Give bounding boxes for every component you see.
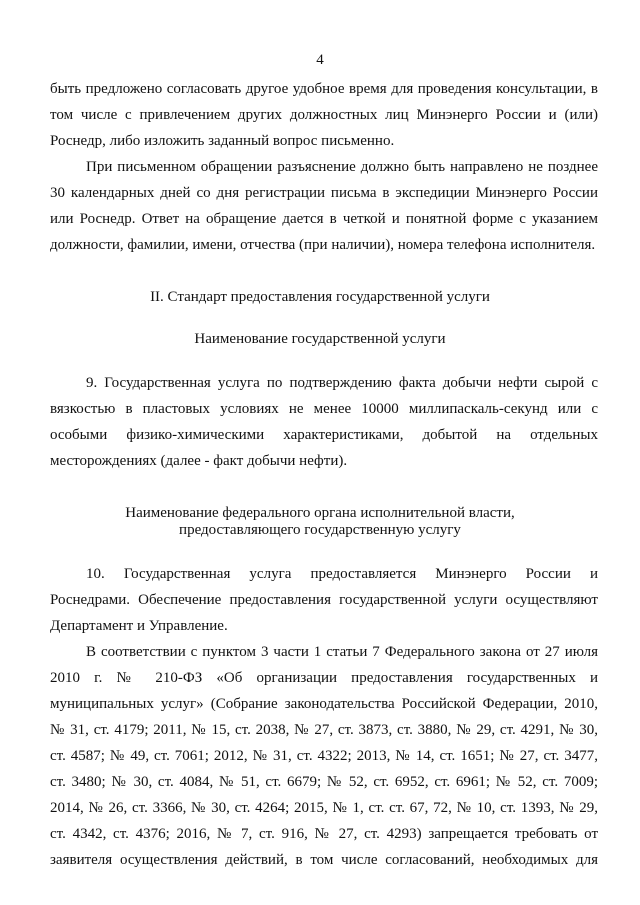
- text-line: вязкостью в пластовых условиях не менее 10000 миллипаскаль-секунд или с: [50, 401, 598, 417]
- subheading-authority-name: предоставляющего государственную услугу: [179, 522, 461, 538]
- text-line: месторождениях (далее - факт добычи нефти).: [50, 453, 348, 469]
- page-number: 4: [316, 52, 324, 68]
- text-line: ст. 4342, ст. 4376; 2016, № 7, ст. 916, № 27, ст. 4293) запрещается требовать от: [50, 826, 598, 842]
- text-line: муниципальных услуг» (Собрание законодательства Российской Федерации, 2010,: [50, 696, 598, 712]
- text-line: быть предложено согласовать другое удобное время для проведения консультации, в: [50, 81, 598, 97]
- text-line: 2010 г. № 210-ФЗ «Об организации предоставления государственных и: [50, 670, 598, 686]
- text-line: При письменном обращении разъяснение должно быть направлено не позднее: [86, 159, 598, 175]
- text-line: Департамент и Управление.: [50, 618, 228, 634]
- text-line: 2014, № 26, ст. 3366, № 30, ст. 4264; 2015, № 1, ст. ст. 67, 72, № 10, ст. 1393, № 29,: [50, 800, 598, 816]
- text-line: или Роснедр. Ответ на обращение дается в четкой и понятной форме с указанием: [50, 211, 598, 227]
- subheading-service-name: Наименование государственной услуги: [194, 331, 446, 347]
- subheading-authority-name: Наименование федерального органа исполнительной власти,: [125, 505, 515, 521]
- text-line: том числе с привлечением других должностных лиц Минэнерго России и (или): [50, 107, 598, 123]
- text-line: 30 календарных дней со дня регистрации письма в экспедиции Минэнерго России: [50, 185, 598, 201]
- text-line: заявителя осуществления действий, в том числе согласований, необходимых для: [50, 852, 598, 868]
- text-line: должности, фамилии, имени, отчества (при наличии), номера телефона исполнителя.: [50, 237, 596, 253]
- text-line: Роснедр, либо изложить заданный вопрос письменно.: [50, 133, 395, 149]
- text-line: 10. Государственная услуга предоставляется Минэнерго России и: [86, 566, 598, 582]
- text-line: В соответствии с пунктом 3 части 1 статьи 7 Федерального закона от 27 июля: [86, 644, 598, 660]
- text-line: ст. 4587; № 49, ст. 7061; 2012, № 31, ст. 4322; 2013, № 14, ст. 1651; № 27, ст. 3477,: [50, 748, 598, 764]
- text-line: № 31, ст. 4179; 2011, № 15, ст. 2038, № 27, ст. 3873, ст. 3880, № 29, ст. 4291, № 30,: [50, 722, 598, 738]
- text-line: 9. Государственная услуга по подтверждению факта добычи нефти сырой с: [86, 375, 598, 391]
- text-line: особыми физико-химическими характеристиками, добытой на отдельных: [50, 427, 598, 443]
- section-heading: II. Стандарт предоставления государственной услуги: [150, 289, 490, 305]
- text-line: ст. 3480; № 30, ст. 4084, № 51, ст. 6679; № 52, ст. 6952, ст. 6961; № 52, ст. 7009;: [50, 774, 598, 790]
- text-line: Роснедрами. Обеспечение предоставления государственной услуги осуществляют: [50, 592, 598, 608]
